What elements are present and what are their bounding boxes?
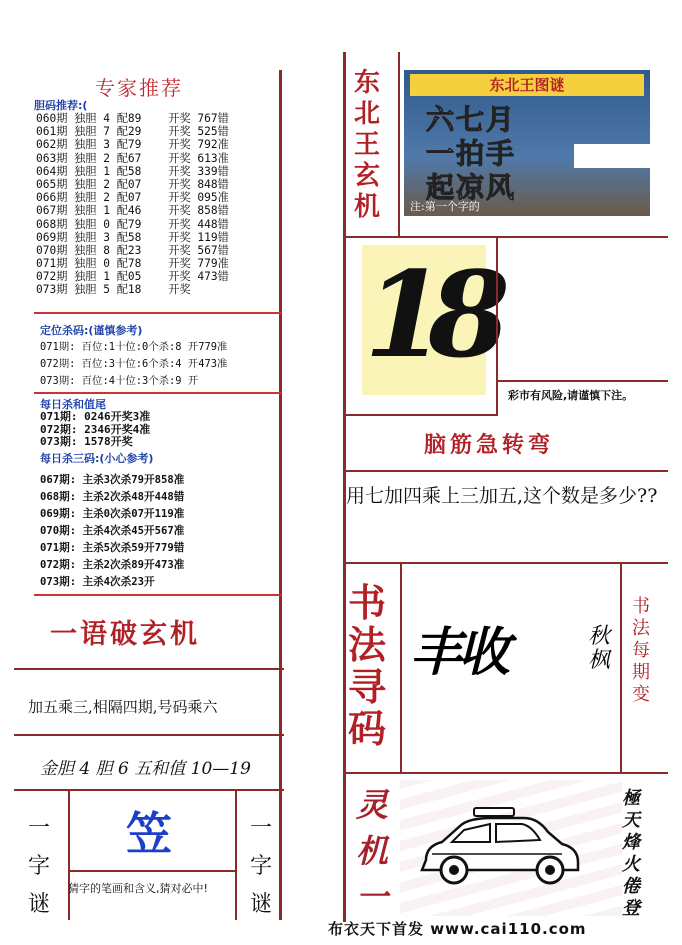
shufa-side-text: 书 法 每 期 变 <box>632 596 650 705</box>
table-row: 072期: 主杀2次杀89开473准 <box>40 559 185 571</box>
yiyu-hint: 加五乘三,相隔四期,号码乘六 <box>28 698 218 716</box>
meiri-label: 每日杀和值尾 <box>40 398 106 411</box>
risk-warning: 彩市有风险,请谨慎下注。 <box>508 389 634 402</box>
jindan-hint: 金胆 4 胆 6 五和值 10—19 <box>40 759 251 779</box>
divider <box>398 52 400 236</box>
table-row: 066期 独胆 2 配07 开奖 095准 <box>36 191 229 205</box>
table-row: 069期: 主杀0次杀07开119准 <box>40 508 185 520</box>
table-row: 070期: 主杀4次杀45开567准 <box>40 525 185 537</box>
naojin-question: 用七加四乘上三加五,这个数是多少?? <box>346 485 658 507</box>
yizimi-side-left: 一 字 谜 <box>27 816 50 917</box>
banner-line: 六七月 <box>426 103 517 136</box>
police-car-image <box>412 806 582 892</box>
table-row: 069期 独胆 3 配58 开奖 119错 <box>36 230 229 244</box>
lingji-title: 灵 机 一 <box>356 786 389 916</box>
poem-text: 極 天 烽 火 倦 登 <box>622 788 640 919</box>
divider <box>34 594 282 596</box>
riddle-character: 笠 <box>126 807 172 861</box>
meiri-table <box>40 411 150 449</box>
calligraphy-text: 丰收 <box>410 622 507 683</box>
expert-title: 专家推荐 <box>95 76 183 100</box>
banner-title: 东北王图谜 <box>410 74 644 96</box>
divider <box>68 789 70 920</box>
divider <box>496 380 668 382</box>
number-first: 1 <box>364 245 447 384</box>
number-panel <box>362 245 511 395</box>
divider <box>343 772 668 774</box>
table-row: 071期: 0246开奖3准 <box>40 410 151 423</box>
riddle-hint: 猜字的笔画和含义,猜对必中! <box>68 882 208 895</box>
divider <box>343 236 668 238</box>
table-row: 071期: 主杀5次杀59开779错 <box>40 542 185 554</box>
divider <box>14 789 284 791</box>
number-second: 8 <box>428 245 511 384</box>
table-row: 065期 独胆 2 配07 开奖 848错 <box>36 177 229 191</box>
divider <box>34 392 282 394</box>
divider <box>68 870 236 872</box>
footer-credit: 布衣天下首发 www.cai110.com <box>328 920 587 938</box>
divider <box>496 236 498 414</box>
table-row: 073期: 主杀4次杀23开 <box>40 576 155 588</box>
banner-line: 起凉风 <box>426 171 517 204</box>
naojin-title: 脑筋急转弯 <box>424 432 555 458</box>
table-row: 073期 独胆 5 配18 开奖 <box>36 283 191 297</box>
sanma-label: 每日杀三码:(小心参考) <box>40 452 154 465</box>
divider <box>14 734 284 736</box>
divider <box>34 312 282 314</box>
shufa-title: 书 法 寻 码 <box>348 580 387 751</box>
table-row: 067期 独胆 1 配46 开奖 858错 <box>36 204 229 218</box>
table-row: 073期: 1578开奖 <box>40 435 133 449</box>
dingwei-label: 定位杀码:(谨慎参考) <box>40 324 143 337</box>
table-row: 064期 独胆 1 配58 开奖 339错 <box>36 164 229 178</box>
divider <box>14 668 284 670</box>
yiyu-title: 一语破玄机 <box>50 619 200 650</box>
table-row: 072期: 百位:3十位:6个杀:4 开473准 <box>40 358 228 370</box>
table-row: 061期 独胆 7 配29 开奖 525错 <box>36 125 229 139</box>
banner-note: 注:第一个字的 <box>410 200 480 213</box>
divider <box>235 789 237 920</box>
table-row: 070期 独胆 8 配23 开奖 567错 <box>36 243 229 257</box>
divider <box>400 562 402 772</box>
table-row: 060期 独胆 4 配89 开奖 767错 <box>36 112 229 125</box>
banner-line: 一拍手 <box>426 137 517 170</box>
table-row: 071期 独胆 0 配78 开奖 779准 <box>36 257 229 271</box>
table-row: 067期: 主杀3次杀79开858准 <box>40 474 185 486</box>
calligraphy-signature: 秋枫 <box>588 624 611 673</box>
table-row: 068期: 主杀2次杀48开448错 <box>40 491 185 503</box>
table-row: 063期 独胆 2 配67 开奖 613准 <box>36 151 229 165</box>
riddle-banner <box>404 70 650 216</box>
divider <box>343 470 668 472</box>
table-row: 073期: 百位:4十位:3个杀:9 开 <box>40 375 199 387</box>
table-row: 062期 独胆 3 配79 开奖 792准 <box>36 138 229 152</box>
table-row: 068期 独胆 0 配79 开奖 448错 <box>36 217 229 231</box>
divider <box>343 414 498 416</box>
xuanji-title: 东 北 王 玄 机 <box>353 68 380 222</box>
dingwei-table <box>40 339 227 390</box>
banner-patch <box>574 144 650 168</box>
table-row: 071期: 百位:1十位:0个杀:8 开779准 <box>40 341 228 353</box>
table-row: 072期 独胆 1 配05 开奖 473错 <box>36 270 229 284</box>
danma-table <box>36 112 229 297</box>
table-row: 072期: 2346开奖4准 <box>40 422 151 436</box>
danma-label: 胆码推荐:( <box>34 99 88 112</box>
yizimi-side-right: 一 字 谜 <box>249 816 272 917</box>
divider <box>620 562 622 772</box>
sanma-table <box>40 472 184 591</box>
